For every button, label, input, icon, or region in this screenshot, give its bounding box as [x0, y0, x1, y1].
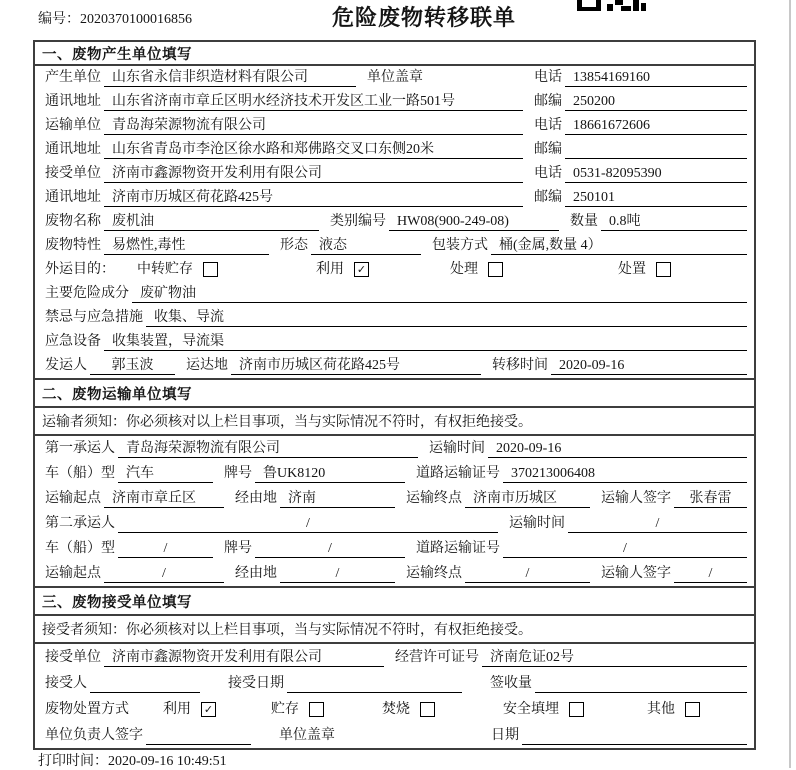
- emergency-measures-value: 收集、导流: [146, 306, 747, 327]
- accept-date-label: 接受日期: [228, 676, 284, 691]
- disposal-option-incinerate: [379, 698, 435, 719]
- carrier2-vehicle-value: /: [118, 541, 213, 558]
- receiver-value: 济南市鑫源物资开发利用有限公司: [104, 162, 523, 183]
- carrier2-time-label: 运输时间: [509, 516, 565, 531]
- date-label: 日期: [491, 728, 519, 743]
- received-qty-label: 签收量: [490, 676, 532, 691]
- page-edge: [789, 0, 791, 768]
- received-qty-value: [535, 692, 747, 693]
- emergency-equipment-label: 应急设备: [45, 334, 101, 349]
- accepting-unit-label: 接受单位: [45, 650, 101, 665]
- disposal-option-label: 利用: [163, 702, 191, 717]
- purpose-option-utilize: [313, 258, 369, 279]
- carrier1-time-value: 2020-09-16: [488, 441, 747, 458]
- producer-seal-label: 单位盖章: [367, 70, 423, 85]
- waste-name-label: 废物名称: [45, 214, 101, 229]
- receiver-address-value: 济南市历城区荷花路425号: [104, 186, 523, 207]
- checkbox-unchecked: [203, 262, 218, 277]
- producer-value: 山东省永信非织造材料有限公司: [104, 66, 356, 87]
- print-time-value: 2020-09-16 10:49:51: [108, 754, 227, 769]
- quantity-value: 0.8吨: [601, 210, 747, 231]
- disposal-option-storage: [268, 698, 324, 719]
- producer-row: [35, 66, 754, 90]
- disposal-method-label: 废物处置方式: [45, 702, 129, 717]
- transporter-phone-label: 电话: [534, 118, 562, 133]
- end-label: 运输终点: [406, 491, 462, 506]
- checkbox-unchecked: [569, 702, 584, 717]
- category-value: HW08(900-249-08): [389, 214, 559, 231]
- packing-label: 包装方式: [432, 238, 488, 253]
- carrier2-row: [35, 511, 754, 536]
- accepting-unit-value: 济南市鑫源物资开发利用有限公司: [104, 646, 384, 667]
- accepting-unit-row: [35, 644, 754, 670]
- packing-value: 桶(金属,数量 4）: [491, 234, 747, 255]
- checkbox-unchecked: [656, 262, 671, 277]
- transporter-zip-label: 邮编: [534, 142, 562, 157]
- checkbox-unchecked: [420, 702, 435, 717]
- producer-address-row: [35, 90, 754, 114]
- transporter-phone-value: 18661672606: [565, 118, 747, 135]
- hazard-components-value: 废矿物油: [132, 282, 747, 303]
- carrier2-via-value: /: [280, 566, 395, 583]
- print-time-label: 打印时间：: [38, 754, 108, 769]
- disposal-method-row: [35, 696, 754, 722]
- carrier2-permit-value: /: [503, 541, 747, 558]
- purpose-option-treat: [447, 258, 503, 279]
- plate-label: 牌号: [224, 466, 252, 481]
- vehicle-type-label: 车（船）型: [45, 466, 115, 481]
- disposal-option-other: [644, 698, 700, 719]
- end-label: 运输终点: [406, 566, 462, 581]
- date-value: [522, 744, 747, 745]
- carrier1-end-value: 济南市历城区: [465, 487, 590, 508]
- origin-label: 运输起点: [45, 566, 101, 581]
- head-signature-row: [35, 722, 754, 748]
- form-title: 危险废物转移联单: [332, 5, 517, 30]
- transporter-sign-label: 运输人签字: [601, 491, 671, 506]
- emergency-equipment-row: [35, 330, 754, 354]
- disposal-option-label: 安全填埋: [503, 702, 559, 717]
- transporter-zip-value: [565, 158, 747, 159]
- vehicle-type-label: 车（船）型: [45, 541, 115, 556]
- receiver-row: [35, 162, 754, 186]
- receiver-address-label: 通讯地址: [45, 190, 101, 205]
- carrier1-plate-value: 鲁UK8120: [255, 462, 405, 483]
- form-state-label: 形态: [280, 238, 308, 253]
- serial-number-line: [38, 8, 192, 28]
- purpose-option-dispose: [615, 258, 671, 279]
- emergency-measures-row: [35, 306, 754, 330]
- hazard-components-row: [35, 282, 754, 306]
- shipper-row: [35, 354, 754, 378]
- purpose-label: 外运目的：: [45, 262, 115, 277]
- accept-date-value: [287, 692, 462, 693]
- carrier2-origin-value: /: [104, 566, 224, 583]
- carrier1-sign-value: 张春雷: [674, 487, 747, 508]
- carrier1-time-label: 运输时间: [429, 441, 485, 456]
- section-1-header: 一、废物产生单位填写: [35, 42, 754, 66]
- transfer-date-value: 2020-09-16: [551, 358, 747, 375]
- purpose-option-transfer-storage: [134, 258, 218, 279]
- section-2-header: 二、废物运输单位填写: [35, 378, 754, 408]
- purpose-row: [35, 258, 754, 282]
- acceptor-label: 接受人: [45, 676, 87, 691]
- receiver-notice: 接受者须知：你必须核对以上栏目事项，当与实际情况不符时，有权拒绝接受。: [35, 616, 754, 644]
- section-3-header: 三、废物接受单位填写: [35, 586, 754, 616]
- license-value: 济南危证02号: [482, 646, 747, 667]
- shipper-label: 发运人: [45, 358, 87, 373]
- producer-address-value: 山东省济南市章丘区明水经济技术开发区工业一路501号: [104, 90, 523, 111]
- waste-traits-label: 废物特性: [45, 238, 101, 253]
- qr-code-cropped-icon: [577, 0, 647, 12]
- disposal-option-label: 贮存: [271, 702, 299, 717]
- carrier1-label: 第一承运人: [45, 441, 115, 456]
- producer-phone-label: 电话: [534, 70, 562, 85]
- purpose-option-label: 利用: [316, 262, 344, 277]
- waste-name-value: 废机油: [104, 210, 319, 231]
- carrier1-permit-value: 370213006408: [503, 466, 747, 483]
- road-permit-label: 道路运输证号: [416, 541, 500, 556]
- shipper-value: 郭玉波: [90, 354, 175, 375]
- purpose-option-label: 处理: [450, 262, 478, 277]
- transporter-notice: 运输者须知：你必须核对以上栏目事项，当与实际情况不符时，有权拒绝接受。: [35, 408, 754, 436]
- hazardous-waste-transfer-form: [33, 40, 756, 750]
- carrier2-plate-value: /: [255, 541, 405, 558]
- destination-value: 济南市历城区荷花路425号: [231, 354, 481, 375]
- receiver-zip-value: 250101: [565, 190, 747, 207]
- head-signature-label: 单位负责人签字: [45, 728, 143, 743]
- carrier1-vehicle-value: 汽车: [118, 462, 213, 483]
- disposal-option-utilize: [160, 698, 216, 719]
- receiver-phone-label: 电话: [534, 166, 562, 181]
- emergency-equipment-value: 收集装置，导流渠: [104, 330, 747, 351]
- transporter-address-value: 山东省青岛市李沧区徐水路和郑佛路交叉口东侧20米: [104, 138, 523, 159]
- via-label: 经由地: [235, 491, 277, 506]
- form-state-value: 液态: [311, 234, 421, 255]
- carrier2-time-value: /: [568, 516, 747, 533]
- carrier2-route-row: [35, 561, 754, 586]
- carrier2-value: /: [118, 516, 498, 533]
- carrier1-origin-value: 济南市章丘区: [104, 487, 224, 508]
- producer-zip-label: 邮编: [534, 94, 562, 109]
- checkbox-checked: ✓: [201, 702, 216, 717]
- waste-traits-row: [35, 234, 754, 258]
- receiver-phone-value: 0531-82095390: [565, 166, 747, 183]
- checkbox-checked: ✓: [354, 262, 369, 277]
- destination-label: 运达地: [186, 358, 228, 373]
- carrier2-end-value: /: [465, 566, 590, 583]
- transporter-label: 运输单位: [45, 118, 101, 133]
- quantity-label: 数量: [570, 214, 598, 229]
- carrier1-vehicle-row: [35, 461, 754, 486]
- print-time-line: [38, 750, 227, 770]
- waste-traits-value: 易燃性,毒性: [104, 234, 269, 255]
- receiver-zip-label: 邮编: [534, 190, 562, 205]
- transporter-value: 青岛海荣源物流有限公司: [104, 114, 523, 135]
- serial-value: 2020370100016856: [80, 12, 192, 27]
- category-label: 类别编号: [330, 214, 386, 229]
- transporter-address-row: [35, 138, 754, 162]
- via-label: 经由地: [235, 566, 277, 581]
- checkbox-unchecked: [685, 702, 700, 717]
- carrier2-vehicle-row: [35, 536, 754, 561]
- serial-label: 编号：: [38, 12, 80, 27]
- purpose-option-label: 处置: [618, 262, 646, 277]
- checkbox-unchecked: [488, 262, 503, 277]
- road-permit-label: 道路运输证号: [416, 466, 500, 481]
- emergency-measures-label: 禁忌与应急措施: [45, 310, 143, 325]
- producer-phone-value: 13854169160: [565, 70, 747, 87]
- carrier1-via-value: 济南: [280, 487, 395, 508]
- transporter-sign-label: 运输人签字: [601, 566, 671, 581]
- carrier1-route-row: [35, 486, 754, 511]
- transfer-date-label: 转移时间: [492, 358, 548, 373]
- acceptor-value: [90, 692, 200, 693]
- purpose-option-label: 中转贮存: [137, 262, 193, 277]
- carrier1-row: [35, 436, 754, 461]
- disposal-option-label: 其他: [647, 702, 675, 717]
- head-signature-value: [146, 744, 251, 745]
- checkbox-unchecked: [309, 702, 324, 717]
- disposal-option-landfill: [500, 698, 584, 719]
- hazard-components-label: 主要危险成分: [45, 286, 129, 301]
- carrier2-label: 第二承运人: [45, 516, 115, 531]
- transporter-row: [35, 114, 754, 138]
- producer-label: 产生单位: [45, 70, 101, 85]
- producer-zip-value: 250200: [565, 94, 747, 111]
- receiver-label: 接受单位: [45, 166, 101, 181]
- carrier1-value: 青岛海荣源物流有限公司: [118, 437, 418, 458]
- waste-name-row: [35, 210, 754, 234]
- unit-seal-label: 单位盖章: [279, 728, 335, 743]
- origin-label: 运输起点: [45, 491, 101, 506]
- producer-address-label: 通讯地址: [45, 94, 101, 109]
- transporter-address-label: 通讯地址: [45, 142, 101, 157]
- acceptor-row: [35, 670, 754, 696]
- disposal-option-label: 焚烧: [382, 702, 410, 717]
- license-label: 经营许可证号: [395, 650, 479, 665]
- receiver-address-row: [35, 186, 754, 210]
- carrier2-sign-value: /: [674, 566, 747, 583]
- plate-label: 牌号: [224, 541, 252, 556]
